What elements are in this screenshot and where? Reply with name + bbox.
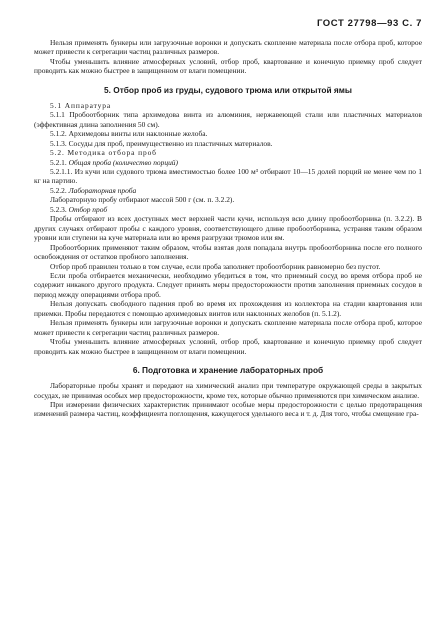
paragraph: Пробы отбирают из всех доступных мест верхней части кучи, используя всю длину пробоотборника (п. 3.2.2). В других случаях отбирают пробы с каждого уровня, соответствующего длине пробоотборника, устраняя таким образом уровни или ступени на куче материала или во время разгрузки трюмов или ям. xyxy=(34,214,422,243)
paragraph: 5.2.1.1. Из кучи или судового трюма вместимостью более 100 м³ отбирают 10—15 долей порций не менее чем по 1 кг на партию. xyxy=(34,166,422,186)
clause-heading: 5.1 Аппаратура xyxy=(50,100,112,110)
paragraph: Нельзя применять бункеры или загрузочные воронки и допускать скопление материала после отбора проб, которое может привести к сегрегации частиц различных размеров. xyxy=(34,38,422,57)
paragraph: 5.1.2. Архимедовы винты или наклонные желоба. xyxy=(50,129,208,139)
clause-line xyxy=(34,186,422,195)
section-heading: 5. Отбор проб из груды, судового трюма или открытой ямы xyxy=(104,84,352,95)
clause-line xyxy=(34,205,422,214)
clause-number: 5.2.2. xyxy=(50,185,67,195)
clause-number: 5.2.1. xyxy=(50,157,67,167)
clause-heading: 5.2. Методика отбора проб xyxy=(50,148,157,158)
clause-label: Общая проба (количество порций) xyxy=(68,157,179,167)
clause-label: Отбор проб xyxy=(68,204,108,214)
paragraph: Лабораторную пробу отбирают массой 500 г (см. п. 3.2.2). xyxy=(50,195,235,205)
paragraph: При измерении физических характеристик принимают особые меры предосторожности с целью предотвращения изменений размера частиц, коэффициента поглощения, кажущегося удельного веса и т. д. Для того, чтобы смещение гра- xyxy=(34,399,422,419)
paragraph: Отбор проб правилен только в том случае, если проба заполняет пробоотборник равномерно без пустот. xyxy=(50,261,381,271)
paragraph: Чтобы уменьшить влияние атмосферных условий, отбор проб, квартование и конечную приемку проб следует проводить как можно быстрее в защищенном от влаги помещении. xyxy=(34,337,422,356)
paragraph: Лабораторные пробы хранят и передают на химический анализ при температуре окружающей среды в закрытых сосудах, не принимая особых мер предосторожности, кроме тех, которые обычно применяются при химическом анализе. xyxy=(34,381,422,400)
paragraph: 5.1.3. Сосуды для проб, преимущественно из пластичных материалов. xyxy=(50,138,273,148)
paragraph: Чтобы уменьшить влияние атмосферных условий, отбор проб, квартование и конечную приемку проб следует проводить как можно быстрее в защищенном от влаги помещении. xyxy=(34,56,422,76)
paragraph: Пробоотборник применяют таким образом, чтобы взятая доля попадала внутрь пробоотборника после его полного освобождения от остатков пробного заполнения. xyxy=(34,242,422,262)
section-heading: 6. Подготовка и хранение лабораторных проб xyxy=(132,365,324,376)
paragraph: Нельзя применять бункеры или загрузочные воронки и допускать скопление материала после отбора проб, которое может привести к сегрегации частиц различных размеров. xyxy=(34,318,422,337)
paragraph: Нельзя допускать свободного падения проб во время их прохождения из коллектора на стадии квартования или приемки. Пробы передаются с помощью архимедовых винтов или наклонных желобов (п. 5.1.2). xyxy=(34,299,422,318)
paragraph: 5.1.1 Пробоотборник типа архимедова винта из алюминия, нержавеющей стали или пластичных материалов (эффективная длина заполнения 50 см). xyxy=(34,110,422,129)
page-header: ГОСТ 27798—93 С. 7 xyxy=(316,18,422,29)
paragraph: Если проба отбирается механически, необходимо убедиться в том, что приемный сосуд во время отбора проб не содержит никакого другого продукта. Следует принять меры предосторожности против заполнения приемных сосудов в период между операциями отбора проб. xyxy=(34,270,422,299)
clause-line xyxy=(34,158,422,167)
clause-number: 5.2.3. xyxy=(50,204,67,214)
clause-label: Лабораторная проба xyxy=(68,185,137,195)
